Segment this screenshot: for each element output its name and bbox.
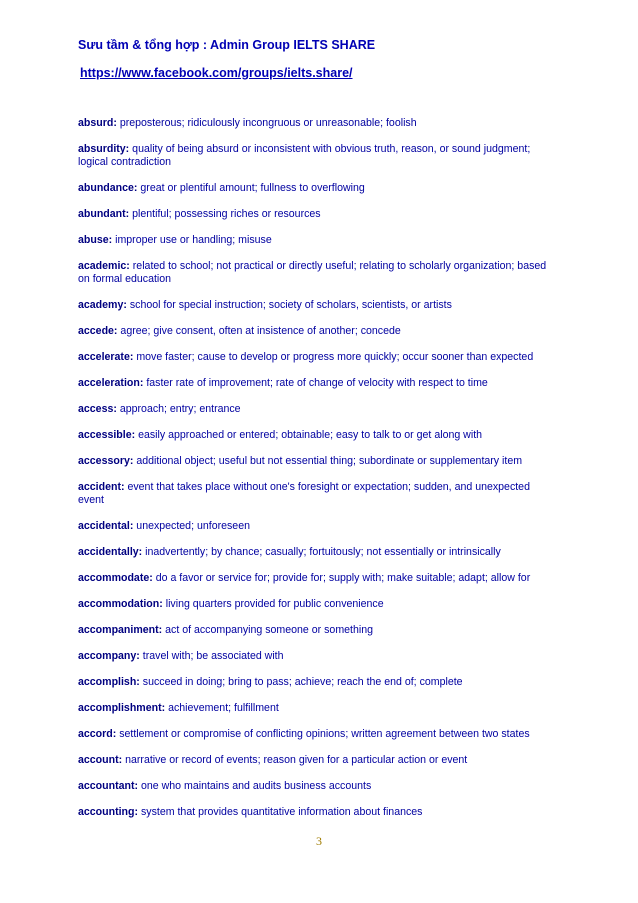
vocab-definition: living quarters provided for public convenience: [165, 598, 384, 610]
vocab-definition: inadvertently; by chance; casually; fortuitously; not essentially or intrinsically: [145, 546, 501, 558]
vocab-definition: related to school; not practical or directly useful; relating to scholarly organization; based on formal education: [78, 260, 547, 285]
vocab-definition: event that takes place without one's foresight or expectation; sudden, and unexpected event: [78, 481, 530, 506]
vocab-entry: [78, 403, 548, 416]
vocab-term: acceleration:: [78, 377, 144, 389]
vocab-entry: [78, 182, 548, 195]
vocab-term: absurd:: [78, 117, 117, 129]
vocab-term: accomplishment:: [78, 702, 166, 714]
vocab-definition: achievement; fulfillment: [168, 702, 279, 714]
vocab-term: accessible:: [78, 429, 136, 441]
vocab-term: accommodation:: [78, 598, 163, 610]
vocab-entry: [78, 546, 548, 559]
vocab-term: accident:: [78, 481, 125, 493]
vocab-term: accessory:: [78, 455, 134, 467]
vocab-entry: [78, 806, 548, 819]
vocab-term: accidentally:: [78, 546, 143, 558]
vocab-definition: approach; entry; entrance: [119, 403, 241, 415]
page-number: 3: [316, 834, 322, 848]
vocab-definition: succeed in doing; bring to pass; achieve; reach the end of; complete: [142, 676, 463, 688]
vocab-definition: move faster; cause to develop or progress more quickly; occur sooner than expected: [136, 351, 534, 363]
vocab-term: accelerate:: [78, 351, 134, 363]
vocabulary-list: [78, 117, 548, 832]
vocab-definition: settlement or compromise of conflicting opinions; written agreement between two states: [119, 728, 530, 740]
vocab-entry: [78, 143, 548, 169]
vocab-entry: [78, 429, 548, 442]
vocab-term: abundant:: [78, 208, 130, 220]
vocab-term: absurdity:: [78, 143, 130, 155]
group-link[interactable]: https://www.facebook.com/groups/ielts.share/: [80, 66, 353, 80]
vocab-definition: narrative or record of events; reason given for a particular action or event: [125, 754, 468, 766]
vocab-entry: [78, 598, 548, 611]
vocab-term: accountant:: [78, 780, 139, 792]
vocab-entry: [78, 481, 548, 507]
vocab-entry: [78, 208, 548, 221]
vocab-definition: additional object; useful but not essential thing; subordinate or supplementary item: [136, 455, 523, 467]
vocab-entry: [78, 260, 548, 286]
vocab-entry: [78, 728, 548, 741]
vocab-entry: [78, 780, 548, 793]
vocab-definition: faster rate of improvement; rate of change of velocity with respect to time: [146, 377, 488, 389]
vocab-definition: school for special instruction; society of scholars, scientists, or artists: [129, 299, 452, 311]
vocab-entry: [78, 520, 548, 533]
vocab-term: accompany:: [78, 650, 140, 662]
vocab-entry: [78, 754, 548, 767]
vocab-definition: easily approached or entered; obtainable; easy to talk to or get along with: [138, 429, 483, 441]
vocab-definition: plentiful; possessing riches or resources: [132, 208, 321, 220]
vocab-entry: [78, 650, 548, 663]
vocab-definition: travel with; be associated with: [142, 650, 284, 662]
vocab-term: account:: [78, 754, 123, 766]
vocab-entry: [78, 572, 548, 585]
vocab-definition: unexpected; unforeseen: [136, 520, 250, 532]
vocab-definition: act of accompanying someone or something: [165, 624, 374, 636]
vocab-entry: [78, 325, 548, 338]
vocab-entry: [78, 351, 548, 364]
vocab-entry: [78, 234, 548, 247]
vocab-term: academy:: [78, 299, 127, 311]
vocab-definition: do a favor or service for; provide for; supply with; make suitable; adapt; allow for: [155, 572, 531, 584]
vocab-term: access:: [78, 403, 117, 415]
vocab-entry: [78, 377, 548, 390]
vocab-term: accompaniment:: [78, 624, 163, 636]
vocab-definition: great or plentiful amount; fullness to overflowing: [140, 182, 365, 194]
vocab-term: accidental:: [78, 520, 134, 532]
header-title: Sưu tầm & tổng hợp : Admin Group IELTS SHARE: [78, 38, 376, 52]
vocab-entry: [78, 702, 548, 715]
vocab-definition: improper use or handling; misuse: [115, 234, 272, 246]
vocab-term: accommodate:: [78, 572, 153, 584]
vocab-term: accounting:: [78, 806, 139, 818]
vocab-definition: quality of being absurd or inconsistent with obvious truth, reason, or sound judgment; logical contradiction: [78, 143, 531, 168]
vocab-definition: system that provides quantitative information about finances: [140, 806, 423, 818]
vocab-term: accomplish:: [78, 676, 140, 688]
vocab-entry: [78, 624, 548, 637]
vocab-term: accede:: [78, 325, 118, 337]
vocab-definition: agree; give consent, often at insistence of another; concede: [120, 325, 401, 337]
vocab-definition: preposterous; ridiculously incongruous or unreasonable; foolish: [119, 117, 417, 129]
vocab-term: academic:: [78, 260, 130, 272]
vocab-definition: one who maintains and audits business accounts: [141, 780, 372, 792]
vocab-term: accord:: [78, 728, 117, 740]
vocab-entry: [78, 676, 548, 689]
vocab-term: abuse:: [78, 234, 113, 246]
vocab-entry: [78, 117, 548, 130]
vocab-term: abundance:: [78, 182, 138, 194]
vocab-entry: [78, 455, 548, 468]
vocab-entry: [78, 299, 548, 312]
